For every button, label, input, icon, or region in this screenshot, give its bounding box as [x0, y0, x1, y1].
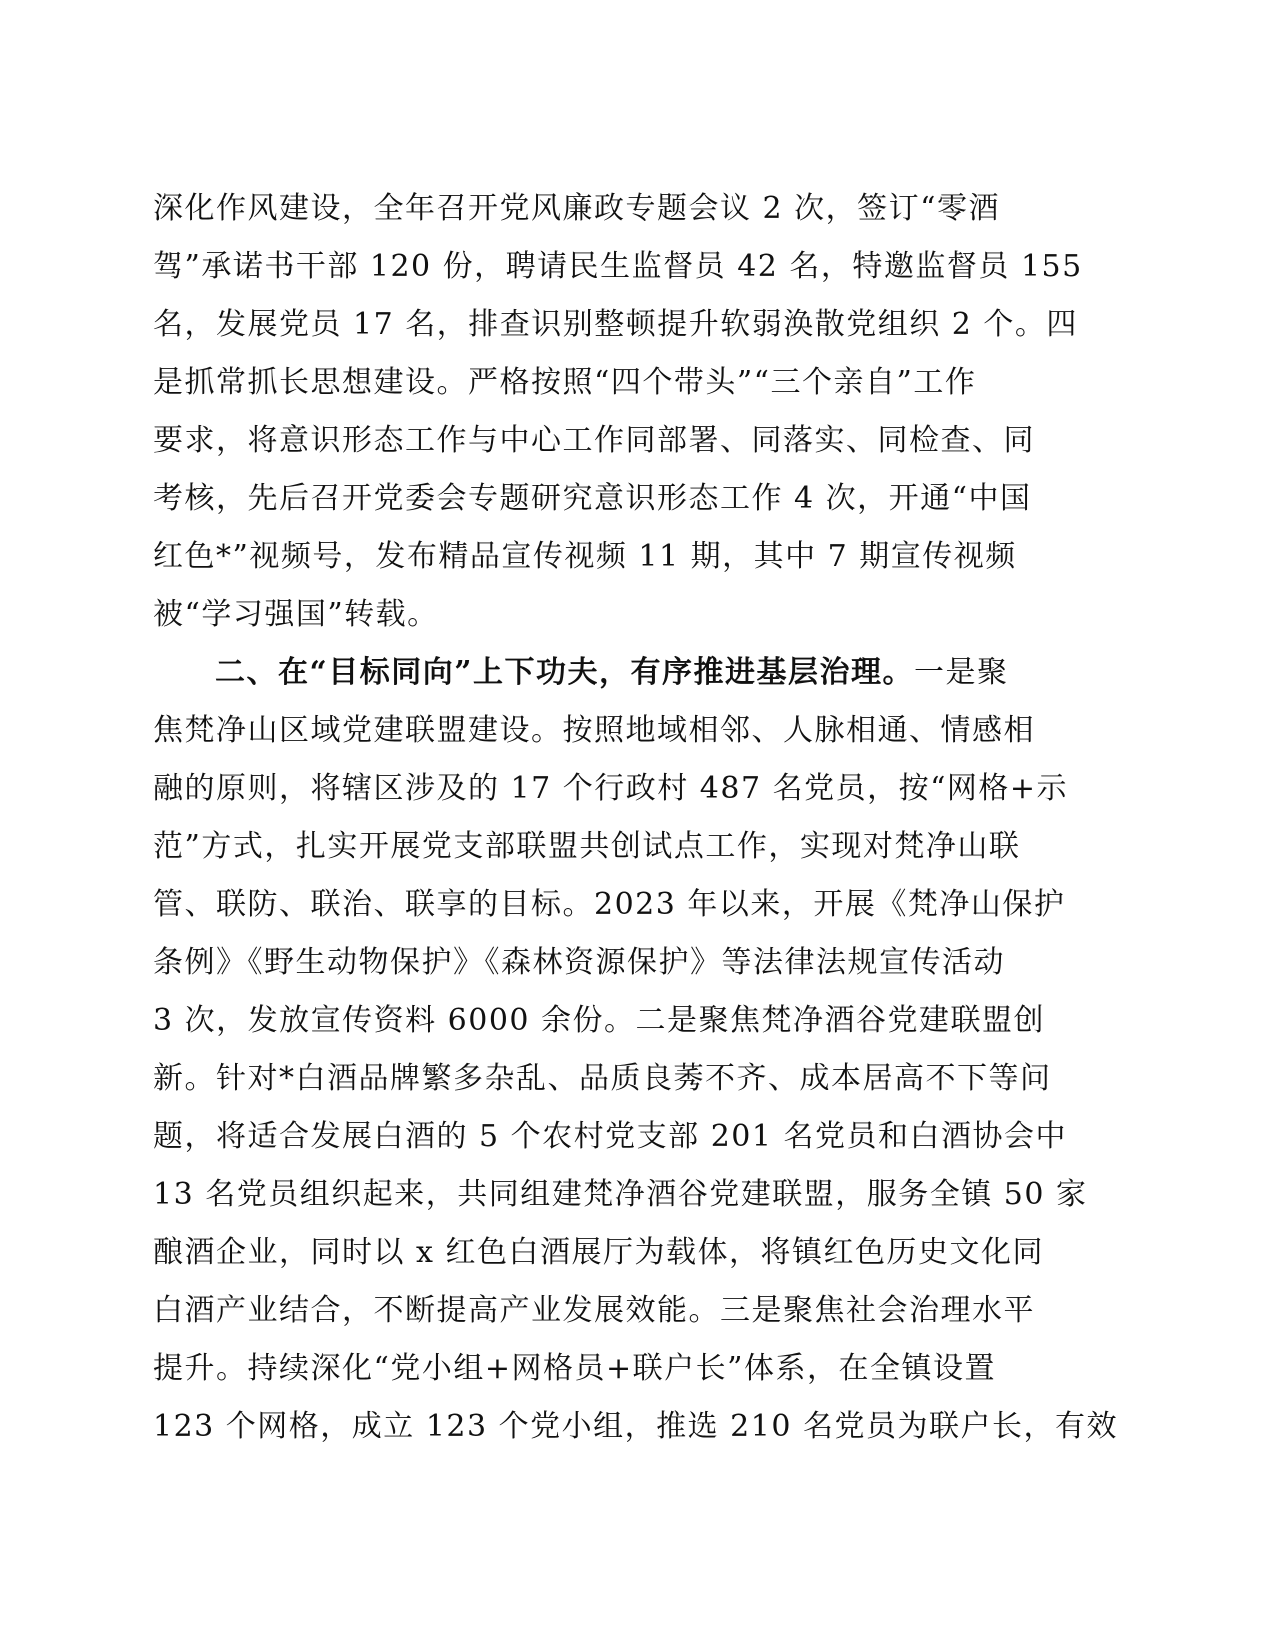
section-two-heading: 二、在“目标同向”上下功夫，有序推进基层治理。 — [215, 655, 915, 690]
text-line: 考核，先后召开党委会专题研究意识形态工作 4 次，开通“中国 — [153, 481, 1032, 516]
text-line: 提升。持续深化“党小组+网格员+联户长”体系，在全镇设置 — [153, 1351, 996, 1386]
section-two-first-line — [153, 644, 1113, 702]
text-line: 要求，将意识形态工作与中心工作同部署、同落实、同检查、同 — [153, 423, 1035, 458]
text-line: 范”方式，扎实开展党支部联盟共创试点工作，实现对梵净山联 — [153, 829, 1021, 864]
text-line: 13 名党员组织起来，共同组建梵净酒谷党建联盟，服务全镇 50 家 — [153, 1177, 1088, 1212]
text-line: 题，将适合发展白酒的 5 个农村党支部 201 名党员和白酒协会中 — [153, 1119, 1067, 1154]
text-line: 新。针对*白酒品牌繁多杂乱、品质良莠不齐、成本居高不下等问 — [153, 1061, 1052, 1096]
text-line: 被“学习强国”转载。 — [153, 597, 439, 632]
text-line: 红色*”视频号，发布精品宣传视频 11 期，其中 7 期宣传视频 — [153, 539, 1017, 574]
text-line: 名，发展党员 17 名，排查识别整顿提升软弱涣散党组织 2 个。四 — [153, 307, 1078, 342]
text-line: 管、联防、联治、联享的目标。2023 年以来，开展《梵净山保护 — [153, 887, 1066, 922]
text-line: 酿酒企业，同时以 x 红色白酒展厅为载体，将镇红色历史文化同 — [153, 1235, 1044, 1270]
text-line: 是抓常抓长思想建设。严格按照“四个带头”“三个亲自”工作 — [153, 365, 977, 400]
text-line: 123 个网格，成立 123 个党小组，推选 210 名党员为联户长，有效 — [153, 1409, 1118, 1444]
text-line: 3 次，发放宣传资料 6000 余份。二是聚焦梵净酒谷党建联盟创 — [153, 1003, 1046, 1038]
text-line: 融的原则，将辖区涉及的 17 个行政村 487 名党员，按“网格+示 — [153, 771, 1069, 806]
text-line: 焦梵净山区域党建联盟建设。按照地域相邻、人脉相通、情感相 — [153, 713, 1035, 748]
text-line: 条例》《野生动物保护》《森林资源保护》等法律法规宣传活动 — [153, 945, 1005, 980]
section-two-first-line-rest: 一是聚 — [914, 655, 1009, 690]
text-line: 深化作风建设，全年召开党风廉政专题会议 2 次，签订“零酒 — [153, 191, 1000, 226]
body-text — [153, 180, 1118, 1456]
text-line: 白酒产业结合，不断提高产业发展效能。三是聚焦社会治理水平 — [153, 1293, 1035, 1328]
text-line: 驾”承诺书干部 120 份，聘请民生监督员 42 名，特邀监督员 155 — [153, 249, 1083, 284]
